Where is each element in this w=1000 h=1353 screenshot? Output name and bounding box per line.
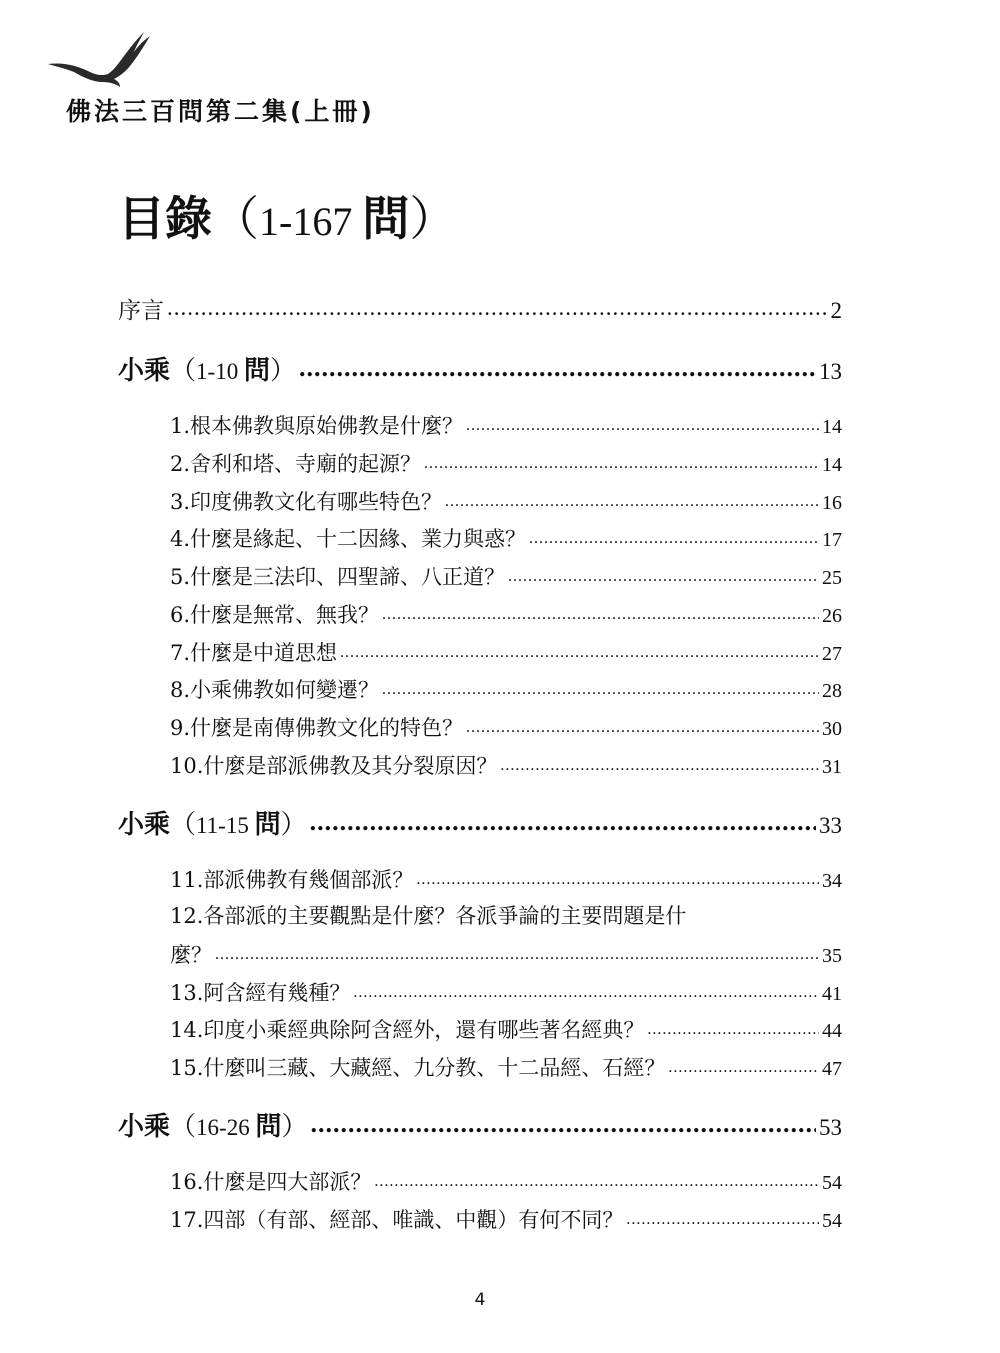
dot-leader bbox=[466, 412, 819, 433]
dot-leader bbox=[167, 295, 828, 318]
toc-entry-page: 41 bbox=[822, 983, 842, 1005]
dot-leader bbox=[416, 866, 819, 887]
dot-leader bbox=[508, 563, 819, 584]
toc-section-1[interactable] bbox=[118, 350, 842, 387]
toc-entry-label: 1.根本佛教與原始佛教是什麼？ bbox=[170, 414, 464, 438]
dot-leader bbox=[382, 601, 819, 622]
toc-entry-label: 15.什麼叫三藏、大藏經、九分教、十二品經、石經？ bbox=[170, 1056, 666, 1080]
toc-entry-label: 麼？ bbox=[170, 943, 212, 967]
section-range: 11-15 bbox=[196, 813, 255, 838]
toc-section-page: 53 bbox=[819, 1115, 842, 1140]
section-range: 1-10 bbox=[196, 359, 244, 384]
dot-leader bbox=[299, 353, 816, 379]
toc-entry-q6[interactable] bbox=[170, 599, 842, 629]
toc-entry-page: 16 bbox=[822, 492, 842, 514]
toc-entry-label: 16.什麼是四大部派？ bbox=[170, 1170, 372, 1194]
toc-entry-q5[interactable] bbox=[170, 561, 842, 591]
dot-leader bbox=[310, 807, 816, 833]
dot-leader bbox=[500, 752, 819, 773]
toc-entry-q8[interactable] bbox=[170, 674, 842, 704]
dot-leader bbox=[466, 714, 819, 735]
section-prefix: 小乘 bbox=[118, 1112, 171, 1142]
toc-section-label bbox=[118, 804, 307, 841]
toc-section-page: 13 bbox=[819, 359, 842, 384]
dot-leader bbox=[529, 525, 819, 546]
page-number: 4 bbox=[474, 1290, 486, 1310]
toc-entry-q10[interactable] bbox=[170, 750, 842, 780]
dot-leader bbox=[424, 450, 819, 471]
toc-entry-label: 序言 bbox=[118, 298, 164, 324]
section-range: 16-26 bbox=[196, 1115, 256, 1140]
dot-leader bbox=[668, 1054, 819, 1075]
toc-heading-close-paren: ） bbox=[409, 192, 457, 247]
toc-entry-page: 27 bbox=[822, 643, 842, 665]
toc-entry-page: 2 bbox=[830, 298, 842, 323]
toc-entry-label: 9.什麼是南傳佛教文化的特色？ bbox=[170, 716, 464, 740]
toc-entry-page: 34 bbox=[822, 870, 842, 892]
toc-entry-label: 6.什麼是無常、無我？ bbox=[170, 603, 380, 627]
book-title: 佛法三百問第二集(上冊) bbox=[66, 97, 375, 126]
dot-leader bbox=[382, 676, 819, 697]
dot-leader bbox=[310, 1109, 816, 1135]
section-wen: 問 bbox=[255, 1112, 282, 1142]
eagle-logo-icon bbox=[44, 26, 154, 88]
toc-entry-page: 44 bbox=[822, 1020, 842, 1042]
dot-leader bbox=[215, 941, 819, 962]
toc-entry-page: 54 bbox=[822, 1172, 842, 1194]
section-open-paren: （ bbox=[170, 810, 197, 840]
toc-heading bbox=[118, 182, 456, 249]
toc-section-label bbox=[118, 1106, 307, 1143]
toc-entry-q13[interactable] bbox=[170, 977, 842, 1007]
toc-entry-label: 5.什麼是三法印、四聖諦、八正道？ bbox=[170, 565, 506, 589]
toc-entry-label: 10.什麼是部派佛教及其分裂原因？ bbox=[170, 754, 498, 778]
toc-entry-page: 17 bbox=[822, 529, 842, 551]
toc-entry-page: 14 bbox=[822, 454, 842, 476]
toc-entry-label: 3.印度佛教文化有哪些特色？ bbox=[170, 490, 443, 514]
toc-entry-q2[interactable] bbox=[170, 448, 842, 478]
dot-leader bbox=[340, 639, 819, 660]
toc-entry-page: 54 bbox=[822, 1210, 842, 1232]
toc-entry-label: 17.四部（有部、經部、唯識、中觀）有何不同？ bbox=[170, 1208, 624, 1232]
toc-entry-q11[interactable] bbox=[170, 864, 842, 894]
toc-entry-page: 28 bbox=[822, 680, 842, 702]
toc-entry-q9[interactable] bbox=[170, 712, 842, 742]
toc-heading-open-paren: （ bbox=[212, 192, 259, 247]
dot-leader bbox=[353, 979, 819, 1000]
toc-entry-label: 14.印度小乘經典除阿含經外，還有哪些著名經典？ bbox=[170, 1018, 645, 1042]
dot-leader bbox=[445, 488, 819, 509]
toc-entry-page: 35 bbox=[822, 945, 842, 967]
section-open-paren: （ bbox=[170, 356, 197, 386]
toc-entry-q12-line1[interactable]: 12.各部派的主要觀點是什麼？各派爭論的主要問題是什 bbox=[170, 904, 687, 928]
toc-entry-page: 14 bbox=[822, 416, 842, 438]
toc-entry-page: 25 bbox=[822, 567, 842, 589]
toc-section-page: 33 bbox=[819, 813, 842, 838]
section-prefix: 小乘 bbox=[118, 356, 171, 386]
toc-entry-page: 31 bbox=[822, 756, 842, 778]
toc-entry-label: 8.小乘佛教如何變遷？ bbox=[170, 678, 380, 702]
toc-entry-q17[interactable] bbox=[170, 1204, 842, 1234]
toc-entry-page: 47 bbox=[822, 1058, 842, 1080]
section-prefix: 小乘 bbox=[118, 810, 171, 840]
section-wen: 問 bbox=[243, 356, 270, 386]
toc-heading-main: 目錄 bbox=[118, 192, 212, 247]
toc-entry-page: 30 bbox=[822, 718, 842, 740]
toc-entry-q3[interactable] bbox=[170, 486, 842, 516]
toc-section-2[interactable] bbox=[118, 804, 842, 841]
toc-heading-range: 1-167 bbox=[259, 199, 363, 244]
toc-entry-preface[interactable] bbox=[118, 292, 842, 325]
toc-heading-wen: 問 bbox=[362, 192, 410, 247]
toc-entry-label: 2.舍利和塔、寺廟的起源？ bbox=[170, 452, 422, 476]
section-wen: 問 bbox=[254, 810, 281, 840]
toc-entry-q16[interactable] bbox=[170, 1166, 842, 1196]
toc-entry-label: 13.阿含經有幾種？ bbox=[170, 981, 351, 1005]
toc-entry-q12[interactable] bbox=[170, 939, 842, 969]
toc-entry-q1[interactable] bbox=[170, 410, 842, 440]
dot-leader bbox=[647, 1016, 819, 1037]
toc-entry-q14[interactable] bbox=[170, 1014, 842, 1044]
toc-section-3[interactable] bbox=[118, 1106, 842, 1143]
toc-entry-label: 7.什麼是中道思想 bbox=[170, 641, 338, 665]
section-close-paren: ） bbox=[269, 356, 296, 386]
toc-section-label bbox=[118, 350, 296, 387]
toc-entry-q15[interactable] bbox=[170, 1052, 842, 1082]
dot-leader bbox=[626, 1206, 819, 1227]
section-open-paren: （ bbox=[170, 1112, 197, 1142]
dot-leader bbox=[374, 1168, 819, 1189]
section-close-paren: ） bbox=[280, 810, 307, 840]
section-close-paren: ） bbox=[281, 1112, 308, 1142]
toc-entry-q4[interactable] bbox=[170, 523, 842, 553]
toc-entry-label: 4.什麼是緣起、十二因緣、業力與惑？ bbox=[170, 527, 527, 551]
toc-entry-q7[interactable] bbox=[170, 637, 842, 667]
toc-entry-label: 11.部派佛教有幾個部派？ bbox=[170, 868, 414, 892]
toc-entry-page: 26 bbox=[822, 605, 842, 627]
